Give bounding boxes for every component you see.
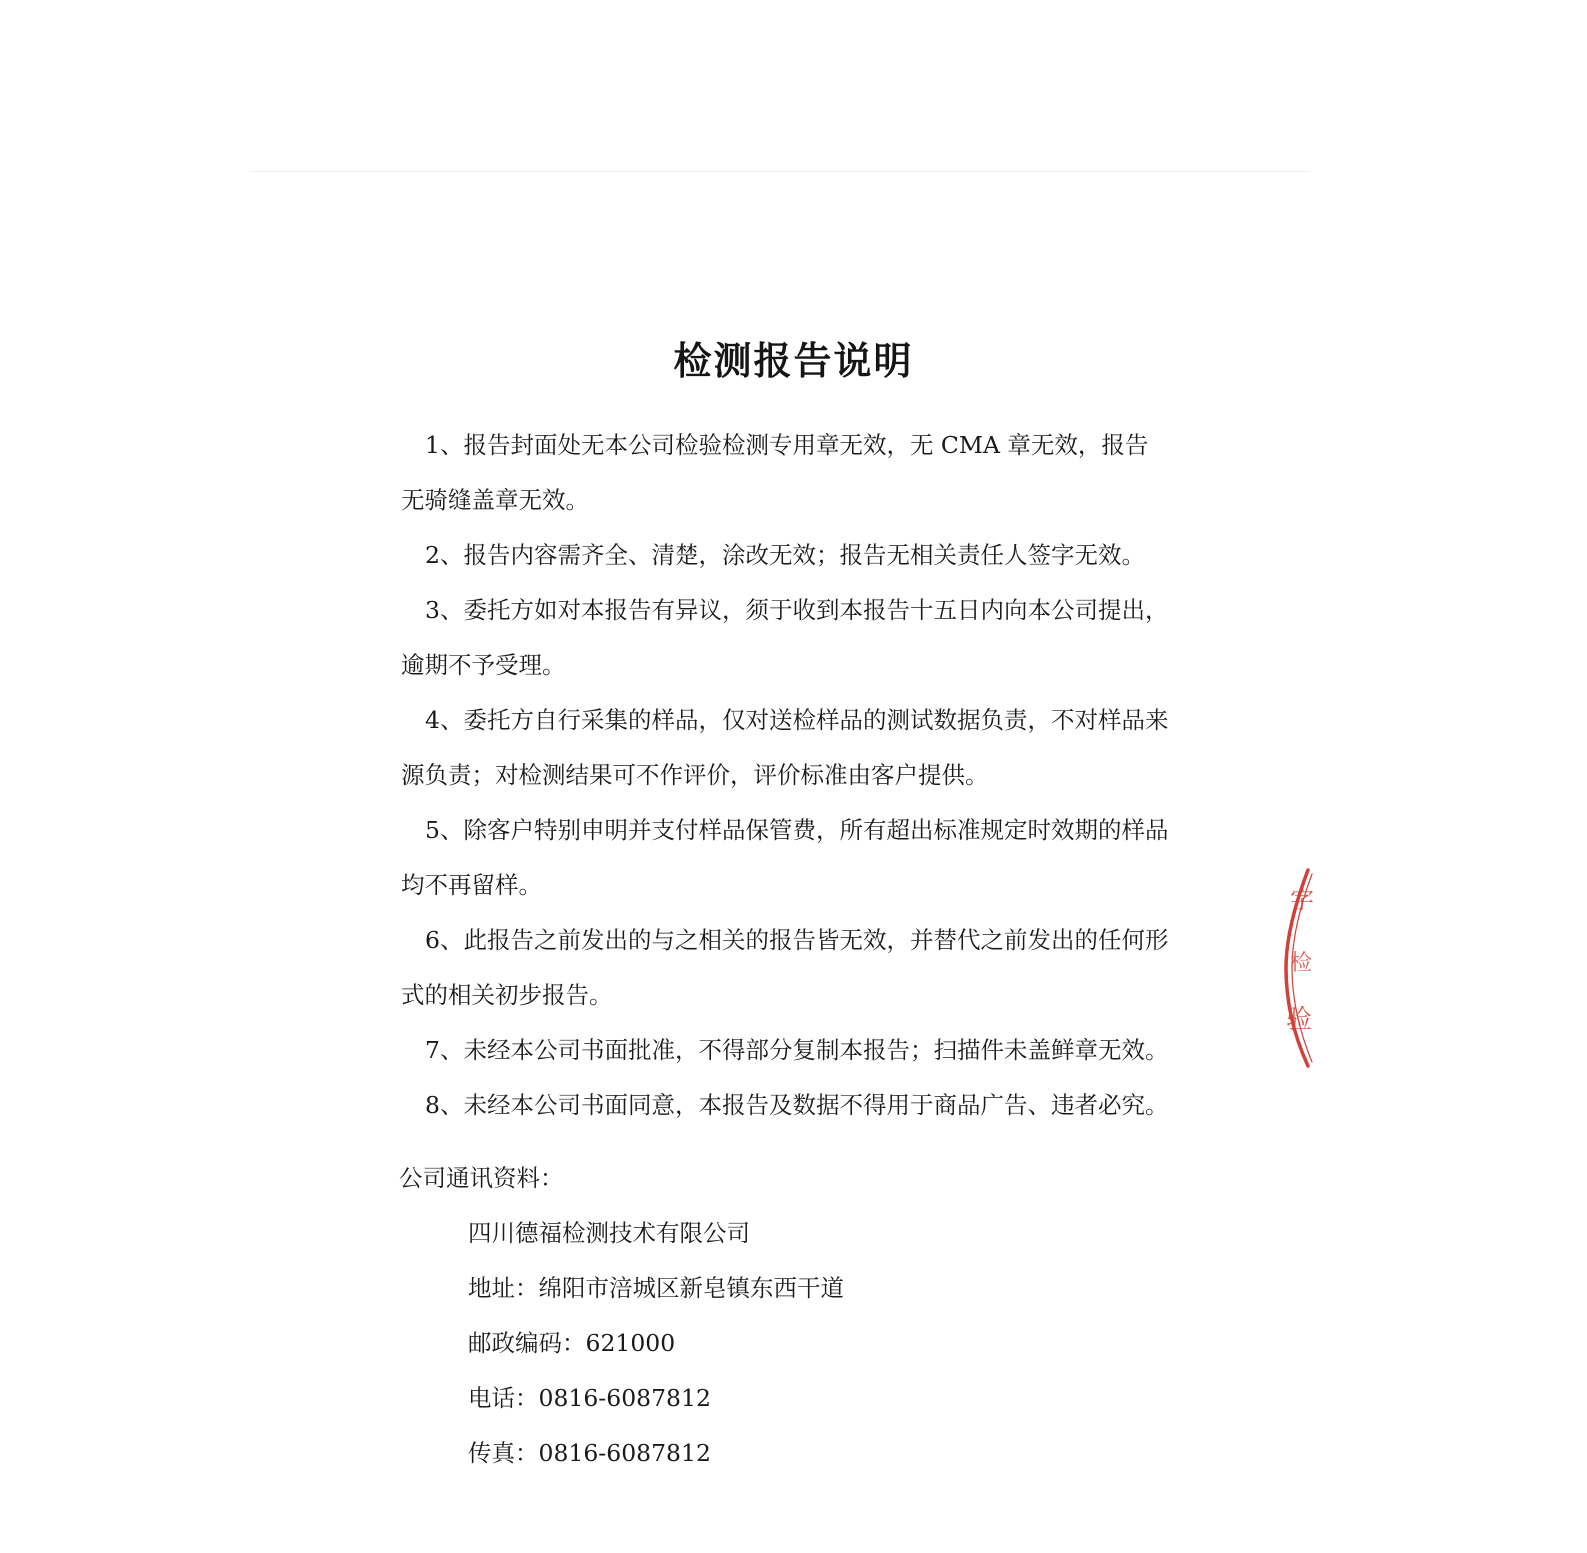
company-fax: 传真：0816-6087812 [468,1439,711,1467]
company-name: 四川德福检测技术有限公司 [468,1219,750,1247]
page-title: 检测报告说明 [673,338,914,383]
seal-char: 字 [1290,886,1314,914]
seal-stamp-partial [1272,868,1318,1068]
clause-list [401,418,1169,1133]
clause-4: 4、委托方自行采集的样品，仅对送检样品的测试数据负责，不对样品来源负责；对检测结果可不作评价，评价标准由客户提供。 [401,706,1169,789]
contact-label: 公司通讯资料： [399,1164,564,1192]
company-postcode: 邮政编码：621000 [468,1329,676,1357]
seal-char: 验 [1286,1005,1313,1035]
clause-2: 2、报告内容需齐全、清楚，涂改无效；报告无相关责任人签字无效。 [425,541,1145,569]
clause-8: 8、未经本公司书面同意，本报告及数据不得用于商品广告、违者必究。 [425,1091,1169,1119]
clause-7: 7、未经本公司书面批准，不得部分复制本报告；扫描件未盖鲜章无效。 [425,1036,1169,1064]
clause-6: 6、此报告之前发出的与之相关的报告皆无效，并替代之前发出的任何形式的相关初步报告。 [401,926,1169,1009]
clause-5: 5、除客户特别申明并支付样品保管费，所有超出标准规定时效期的样品均不再留样。 [401,816,1169,899]
clause-1: 1、报告封面处无本公司检验检测专用章无效，无 CMA 章无效，报告无骑缝盖章无效。 [401,431,1149,514]
seal-char: 检 [1290,951,1313,976]
clause-3: 3、委托方如对本报告有异议，须于收到本报告十五日内向本公司提出，逾期不予受理。 [401,596,1169,679]
scan-divider [250,171,1310,172]
company-phone: 电话：0816-6087812 [468,1384,711,1412]
company-address: 地址：绵阳市涪城区新皂镇东西干道 [468,1274,844,1302]
